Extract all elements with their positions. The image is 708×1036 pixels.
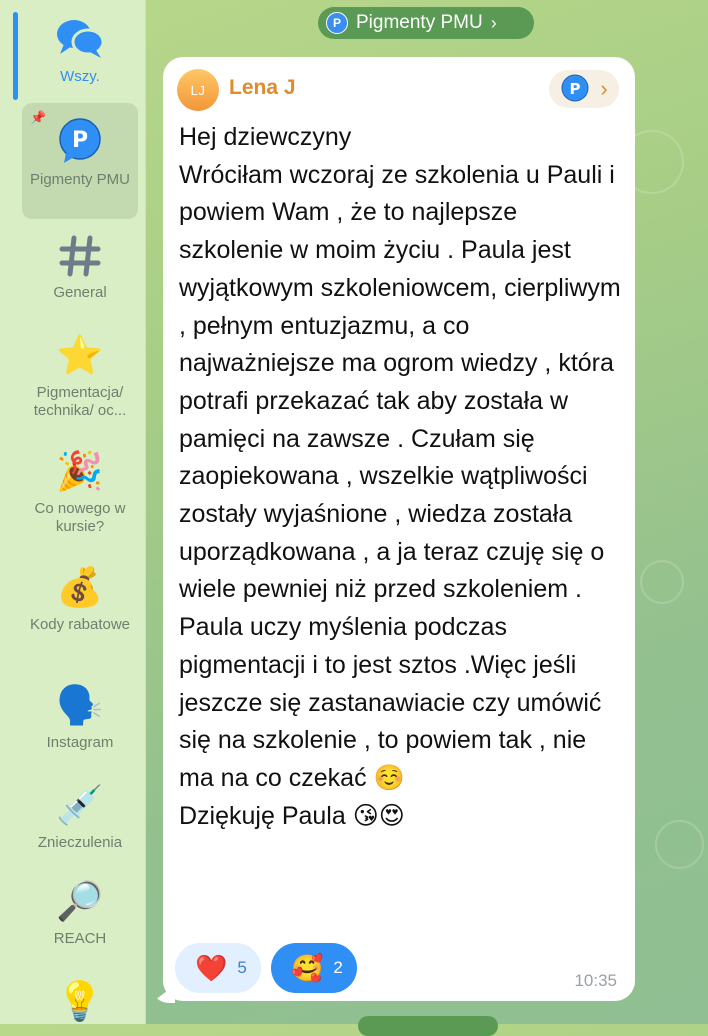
- folder-co-nowego[interactable]: [22, 450, 138, 536]
- folder-kody-rabatowe[interactable]: [22, 566, 138, 634]
- party-popper-icon: 🎉: [56, 451, 104, 493]
- p-letter-icon: P: [326, 12, 348, 34]
- svg-text:P: P: [71, 128, 89, 153]
- smiling-face-hearts-icon: 🥰: [291, 952, 324, 983]
- folder-label: Instagram: [46, 734, 114, 751]
- folder-instagram[interactable]: [22, 684, 138, 752]
- topic-link-button[interactable]: [549, 70, 619, 108]
- pin-icon: 📌: [30, 110, 47, 125]
- folder-label: Znieczulenia: [37, 834, 123, 851]
- speaking-head-icon: 🗣️: [56, 685, 104, 727]
- star-icon: ⭐: [56, 335, 104, 377]
- folder-reach[interactable]: [22, 880, 138, 948]
- folder-label: Kody rabatowe: [29, 616, 131, 633]
- reaction-count: 5: [237, 958, 247, 977]
- active-folder-indicator: [13, 12, 18, 100]
- svg-text:P: P: [569, 80, 581, 98]
- reaction-count: 2: [333, 958, 343, 977]
- hashtag-icon: [58, 234, 102, 278]
- chevron-right-icon: ›: [600, 76, 608, 101]
- message-timestamp: 10:35: [574, 971, 617, 990]
- folder-pigmenty-pmu[interactable]: [22, 103, 138, 219]
- chat-title: Pigmenty PMU: [356, 12, 483, 33]
- reaction-smiling-hearts[interactable]: [271, 943, 357, 993]
- folder-pigmentacja[interactable]: [22, 334, 138, 420]
- avatar[interactable]: LJ: [177, 69, 219, 111]
- folder-all[interactable]: [22, 16, 138, 86]
- folder-sidebar: [0, 0, 146, 1024]
- background-doodle: [640, 560, 684, 604]
- magnifier-icon: 🔎: [56, 881, 104, 923]
- reactions-row: [175, 943, 357, 993]
- syringe-icon: 💉: [56, 785, 104, 827]
- folder-label: REACH: [53, 930, 107, 947]
- background-doodle: [655, 820, 704, 869]
- bottom-chip: [358, 1016, 498, 1036]
- message-bubble[interactable]: [163, 57, 635, 1001]
- folder-label: Wszy.: [60, 68, 100, 85]
- chat-bubbles-icon: [54, 16, 106, 62]
- folder-label: Pigmenty PMU: [29, 171, 131, 188]
- heart-icon: ❤️: [195, 952, 228, 983]
- chat-title-chip[interactable]: [318, 7, 534, 39]
- message-text: Hej dziewczyny Wróciłam wczoraj ze szkolenia u Pauli i powiem Wam , że to najlepsze szkolenie w moim życiu . Paula jest wyjątkowym szkoleniowcem, cierpliwym , pełnym entuzjazmu, a co najważniejsze ma ogrom wiedzy , która potrafi przekazać tak aby została w pamięci na zawsze . Czułam się zaopiekowana , wszelkie wątpliwości zostały wyjaśnione , wiedza została uporządkowana , a ja teraz czuję się o wiele pewniej niż przed szkoleniem . Paula uczy myślenia podczas pigmentacji i to jest sztos .Więc jeśli jeszcze się zastanawiacie czy umówić się na szkolenie , to powiem tak , nie ma na co czekać ☺️ Dziękuję Paula 😘😍: [179, 123, 621, 830]
- folder-label: Co nowego w kursie?: [34, 500, 126, 535]
- folder-label: General: [53, 284, 107, 301]
- money-bag-icon: 💰: [56, 567, 104, 609]
- reaction-heart[interactable]: [175, 943, 261, 993]
- folder-general[interactable]: [22, 234, 138, 302]
- sender-name[interactable]: Lena J: [229, 76, 296, 99]
- p-letter-icon: [560, 74, 590, 104]
- folder-ideas[interactable]: [22, 980, 138, 1030]
- chevron-right-icon: ›: [490, 12, 497, 33]
- folder-znieczulenia[interactable]: [22, 784, 138, 852]
- p-letter-icon: [56, 117, 104, 165]
- light-bulb-icon: 💡: [56, 981, 104, 1023]
- folder-label: Pigmentacja/ technika/ oc...: [33, 384, 127, 419]
